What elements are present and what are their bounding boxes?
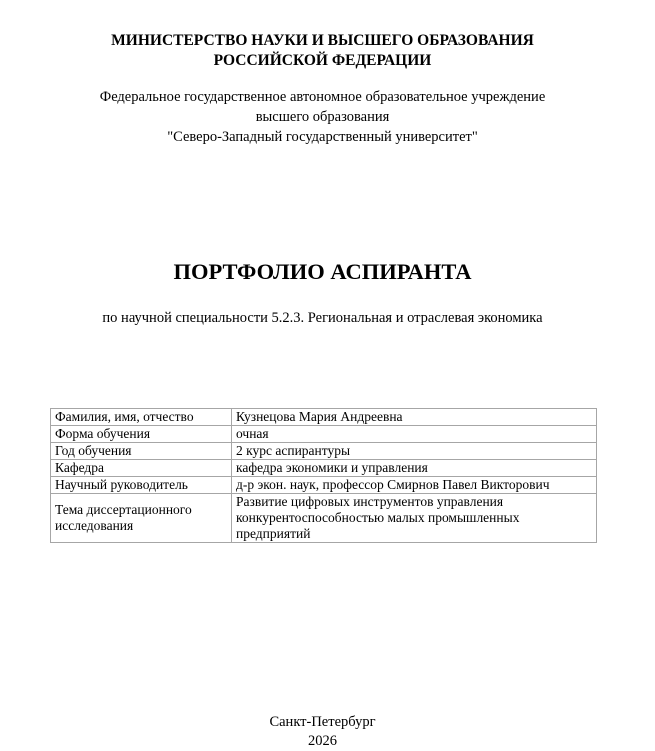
city: Санкт-Петербург: [269, 714, 376, 730]
info-table: [50, 408, 597, 543]
table-row: [51, 409, 597, 426]
row-label: [51, 494, 232, 543]
specialty-line: по научной специальности 5.2.3. Региональная и отраслевая экономика: [102, 310, 543, 326]
table-row: [51, 426, 597, 443]
row-value-line: предприятий: [236, 526, 311, 541]
row-value: очная: [232, 426, 597, 443]
table-row: [51, 494, 597, 543]
ministry-line: РОССИЙСКОЙ ФЕДЕРАЦИИ: [213, 52, 432, 69]
row-value: 2 курс аспирантуры: [232, 443, 597, 460]
row-value: д-р экон. наук, профессор Смирнов Павел Викторович: [232, 477, 597, 494]
row-label-line: исследования: [55, 518, 134, 533]
ministry-line: МИНИСТЕРСТВО НАУКИ И ВЫСШЕГО ОБРАЗОВАНИЯ: [111, 32, 534, 49]
row-value-line: Развитие цифровых инструментов управления: [236, 494, 504, 509]
row-value-line: конкурентоспособностью малых промышленных: [236, 510, 520, 525]
year: 2026: [308, 733, 337, 749]
institution-line: "Северо-Западный государственный университет": [167, 129, 478, 145]
row-value: [232, 494, 597, 543]
institution-line: Федеральное государственное автономное образовательное учреждение: [99, 89, 546, 105]
row-label-line: Тема диссертационного: [55, 502, 192, 517]
table-row: [51, 460, 597, 477]
row-label: Год обучения: [51, 443, 232, 460]
row-value: кафедра экономики и управления: [232, 460, 597, 477]
document-title: ПОРТФОЛИО АСПИРАНТА: [173, 259, 472, 284]
table-row: [51, 477, 597, 494]
row-value: Кузнецова Мария Андреевна: [232, 409, 597, 426]
row-label: Научный руководитель: [51, 477, 232, 494]
ministry-header: [0, 31, 645, 71]
row-label: Форма обучения: [51, 426, 232, 443]
row-label: Кафедра: [51, 460, 232, 477]
table-row: [51, 443, 597, 460]
institution-name: [0, 87, 645, 147]
institution-line: высшего образования: [255, 109, 390, 125]
row-label: Фамилия, имя, отчество: [51, 409, 232, 426]
